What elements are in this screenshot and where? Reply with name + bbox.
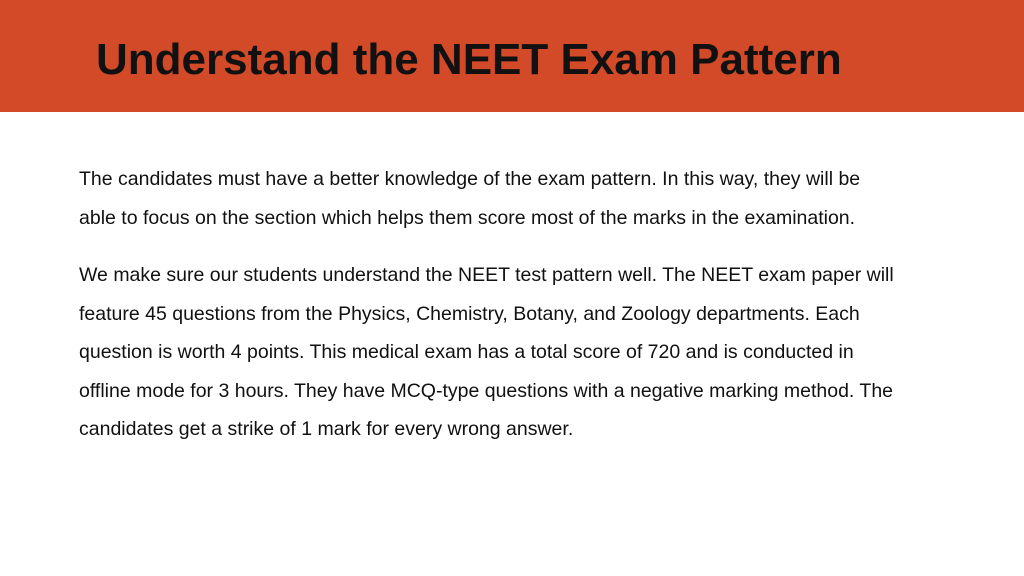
page-title: Understand the NEET Exam Pattern (96, 35, 842, 84)
paragraph-exam-pattern-intro: The candidates must have a better knowledge of the exam pattern. In this way, they will be able to focus on the section which helps them score most of the marks in the examination. (79, 168, 861, 229)
slide-body (79, 160, 899, 449)
header-band (0, 0, 1024, 112)
paragraph-neet-details: We make sure our students understand the NEET test pattern well. The NEET exam paper will feature 45 questions from the Physics, Chemistry, Botany, and Zoology departments. Each question is worth 4 points. This medical exam has a total score of 720 and is conducted in offline mode for 3 hours. They have MCQ-type questions with a negative marking method. The candidates get a strike of 1 mark for every wrong answer. (79, 264, 894, 440)
